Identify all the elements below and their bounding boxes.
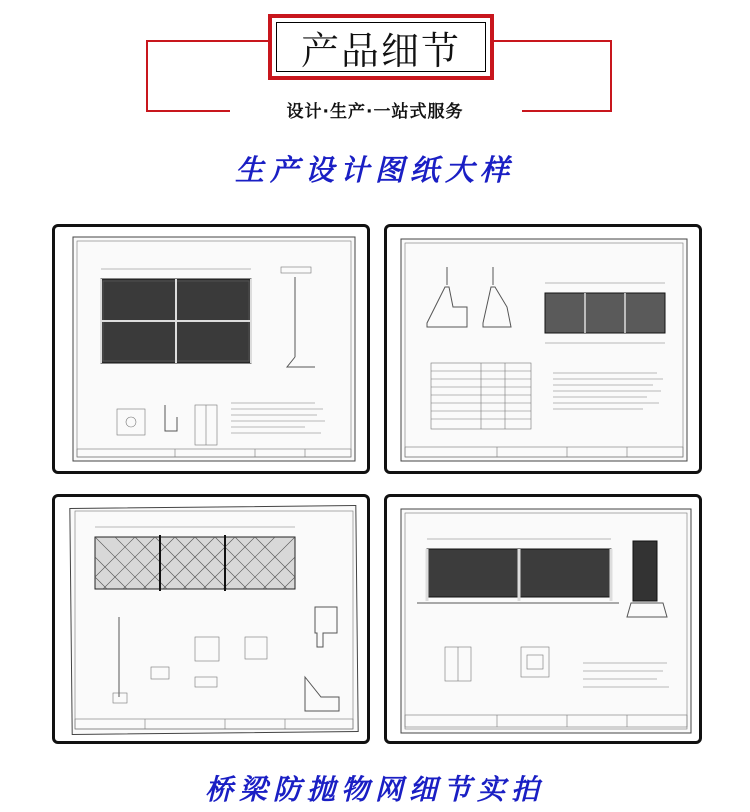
section-title-drawings: 生产设计图纸大样 xyxy=(234,153,515,187)
section-title-photos: 桥梁防抛物网细节实拍 xyxy=(204,773,545,806)
tagline: 设计·生产·一站式服务 xyxy=(286,102,464,122)
drawing-image-4 xyxy=(387,497,699,741)
page-title: 产品细节 xyxy=(300,28,461,73)
frame-bottom-left-line xyxy=(146,110,230,112)
drawing-card-4 xyxy=(384,494,702,744)
drawing-image-3 xyxy=(55,497,367,741)
drawing-card-3 xyxy=(52,494,370,744)
drawing-card-1 xyxy=(52,224,370,474)
drawing-image-1 xyxy=(55,227,367,471)
frame-top-right-line xyxy=(492,40,612,42)
frame-top-left-line xyxy=(146,40,270,42)
drawing-image-2 xyxy=(387,227,699,471)
title-box xyxy=(268,14,494,80)
frame-left-line xyxy=(146,40,148,112)
frame-right-line xyxy=(610,40,612,112)
frame-bottom-right-line xyxy=(522,110,612,112)
drawing-card-2 xyxy=(384,224,702,474)
